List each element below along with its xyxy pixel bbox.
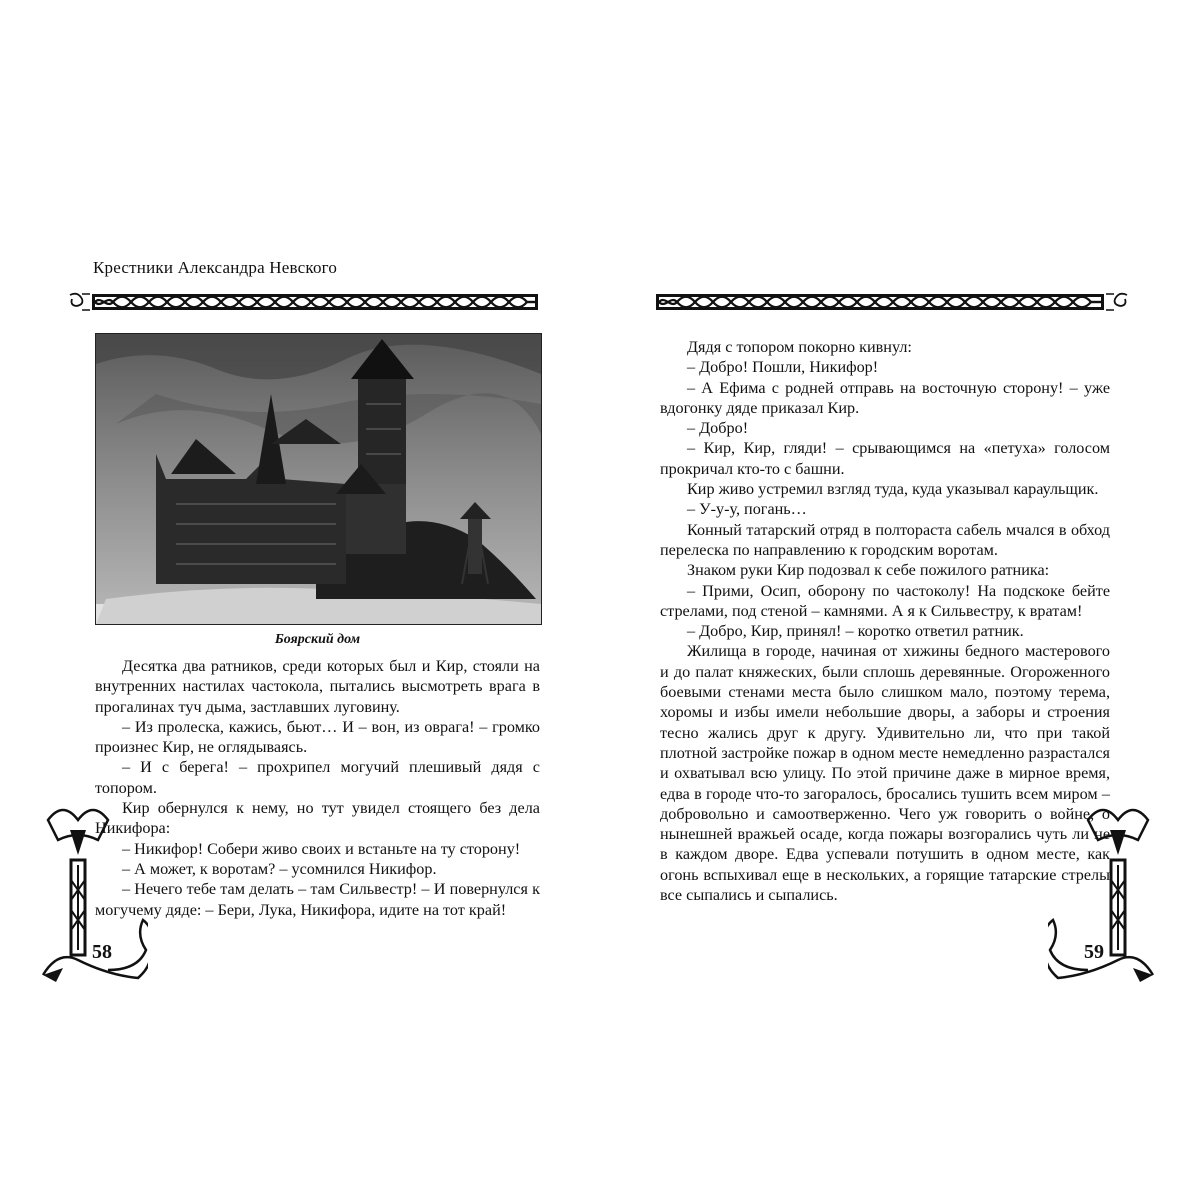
paragraph: – Добро! Пошли, Никифор!	[687, 358, 879, 377]
paragraph: Дядя с топором покорно кивнул:	[687, 338, 912, 356]
paragraph: Десятка два ратников, среди которых был и Кир, стояли на внутренних настилах частокола, пытались высмотреть врага в прогалинах туч дыма, застлавших луговину.	[95, 657, 540, 716]
paragraph: – Кир, Кир, гляди! – срывающимся на «петуха» голосом прокричал кто-то с башни.	[660, 439, 1110, 478]
page-number: 58	[92, 941, 112, 963]
paragraph: – Из пролеска, кажись, бьют… И – вон, из оврага! – громко произнес Кир, не оглядываясь.	[95, 717, 540, 757]
paragraph: – А может, к воротам? – усомнился Никифор.	[122, 859, 437, 878]
paragraph: – Нечего тебе там делать – там Сильвестр! – И повернулся к могучему дяде: – Бери, Лука, Никифора, идите на тот край!	[95, 880, 540, 919]
paragraph: – Добро!	[687, 419, 749, 438]
paragraph: Знаком руки Кир подозвал к себе пожилого ратника:	[687, 561, 1050, 580]
ornamental-header-border	[68, 291, 541, 313]
left-body-text	[95, 656, 540, 920]
paragraph: – И с берега! – прохрипел могучий плешивый дядя с топором.	[95, 758, 540, 797]
paragraph: – Прими, Осип, оборону по частоколу! На подскоке бейте стрелами, под стеной – камнями. А я к Сильвестру, к вратам!	[660, 581, 1110, 620]
paragraph: Конный татарский отряд в полтораста сабель мчался в обход перелеска по направлению к городским воротам.	[660, 520, 1110, 559]
paragraph: – Никифор! Собери живо своих и встаньте на ту сторону!	[122, 839, 521, 858]
running-head: Крестники Александра Невского	[93, 258, 338, 277]
paragraph: Кир живо устремил взгляд туда, куда указывал караульщик.	[687, 480, 1099, 499]
illustration-caption: Боярский дом	[274, 632, 361, 647]
paragraph: – У-у-у, погань…	[687, 500, 807, 519]
paragraph: – Добро, Кир, принял! – коротко ответил ратник.	[687, 622, 1024, 641]
paragraph: Кир обернулся к нему, но тут увидел стоящего без дела Никифора:	[95, 799, 540, 838]
right-body-text	[660, 337, 1110, 905]
right-page	[600, 0, 1200, 1200]
paragraph: Жилища в городе, начиная от хижины бедного мастерового и до палат княжеских, были сплошь деревянные. Огороженного боевыми стенами места было слишком мало, поэтому терема, хоромы и избы имели небольшие дворы, а заборы и строения тесно жались друг к другу. Удивительно ли, что при такой плотной застройке пожар в одном месте немедленно разрастался и охватывал всю улицу. По этой причине даже в мирное время, едва в городе что-то загоралось, бросались тушить всем миром – добровольно и самоотверженно. Чего уж говорить о войне, о нынешней вражьей осаде, когда пожары возгорались чуть ли не в каждом дворе. Едва успевали потушить в одном месте, как огонь вспыхивал еще в нескольких, а горящие татарские стрелы все сыпались и сыпались.	[660, 642, 1110, 905]
boyar-house-illustration	[95, 333, 542, 625]
ornamental-header-border	[656, 291, 1131, 313]
paragraph: – А Ефима с родней отправь на восточную сторону! – уже вдогонку дяде приказал Кир.	[660, 378, 1110, 417]
page-number: 59	[1084, 941, 1104, 963]
